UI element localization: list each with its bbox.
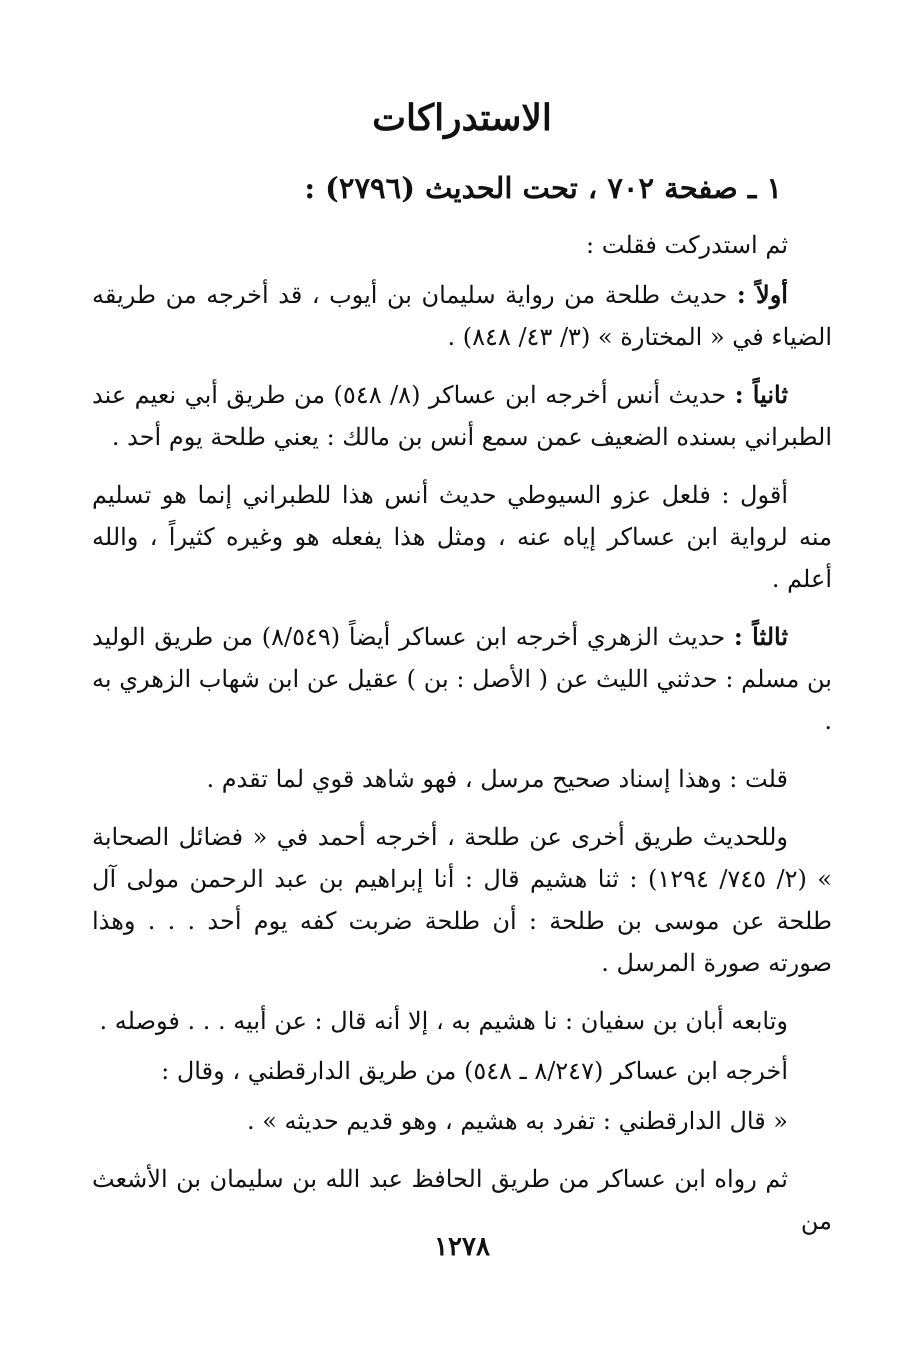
paragraph-9	[92, 1050, 832, 1092]
paragraph-7	[92, 816, 832, 984]
paragraph-text: وتابعه أبان بن سفيان : نا هشيم به ، إلا أنه قال : عن أبيه . . . فوصله .	[99, 1007, 788, 1036]
quote-paragraph	[92, 1100, 832, 1142]
paragraph-text: حديث طلحة من رواية سليمان بن أيوب ، قد أخرجه من طريقه الضياء في « المختارة » (٣/ ٤٣/ ٨٤٨) .	[92, 281, 832, 352]
paragraph-11	[92, 1158, 832, 1242]
paragraph-2	[92, 274, 832, 358]
paragraph-text: ثم استدركت فقلت :	[586, 231, 788, 260]
paragraph-text: « قال الدارقطني : تفرد به هشيم ، وهو قديم حديثه » .	[246, 1107, 788, 1136]
paragraph-text: أخرجه ابن عساكر (٨/٢٤٧ ـ ٥٤٨) من طريق الدارقطني ، وقال :	[161, 1057, 788, 1086]
paragraph-text: ثم رواه ابن عساكر من طريق الحافظ عبد الله بن سليمان بن الأشعث من	[92, 1165, 832, 1236]
paragraph-text: قلت : وهذا إسناد صحيح مرسل ، فهو شاهد قوي لما تقدم .	[206, 765, 788, 794]
paragraph-text: أقول : فلعل عزو السيوطي حديث أنس هذا للطبراني إنما هو تسليم منه لرواية ابن عساكر إياه عنه ، ومثل هذا يفعله هو وغيره كثيراً ، والله أعلم .	[92, 481, 832, 594]
paragraph-lead: ثانياً :	[734, 380, 789, 410]
paragraph-5	[92, 616, 832, 742]
document-page	[92, 95, 832, 1258]
paragraph-4	[92, 474, 832, 600]
paragraph-6	[92, 758, 832, 800]
paragraph-text: حديث الزهري أخرجه ابن عساكر أيضاً (٨/٥٤٩) من طريق الوليد بن مسلم : حدثني الليث عن ( الأصل : بن ) عقيل عن ابن شهاب الزهري به .	[92, 623, 832, 736]
paragraph-3	[92, 374, 832, 458]
paragraph-text: حديث أنس أخرجه ابن عساكر (٨/ ٥٤٨) من طريق أبي نعيم عند الطبراني بسنده الضعيف عمن سمع أنس بن مالك : يعني طلحة يوم أحد .	[92, 381, 832, 452]
paragraph-8	[92, 1000, 832, 1042]
paragraph-text: وللحديث طريق أخرى عن طلحة ، أخرجه أحمد في « فضائل الصحابة » (٢/ ٧٤٥/ ١٢٩٤) : ثنا هشيم قال : أنا إبراهيم بن عبد الرحمن مولى آل طلحة عن موسى بن طلحة : أن طلحة ضربت كفه يوم أحد . . . وهذا صورته صورة المرسل .	[92, 823, 832, 978]
section-heading: ١ ـ صفحة ٧٠٢ ، تحت الحديث (٢٧٩٦) :	[304, 170, 782, 205]
paragraph-lead: أولاً :	[736, 280, 788, 310]
page-number: ١٢٧٨	[434, 1232, 490, 1262]
page-title: الاستدراكات	[372, 97, 552, 139]
paragraph-lead: ثالثاً :	[733, 622, 788, 652]
paragraph-1	[92, 224, 832, 266]
